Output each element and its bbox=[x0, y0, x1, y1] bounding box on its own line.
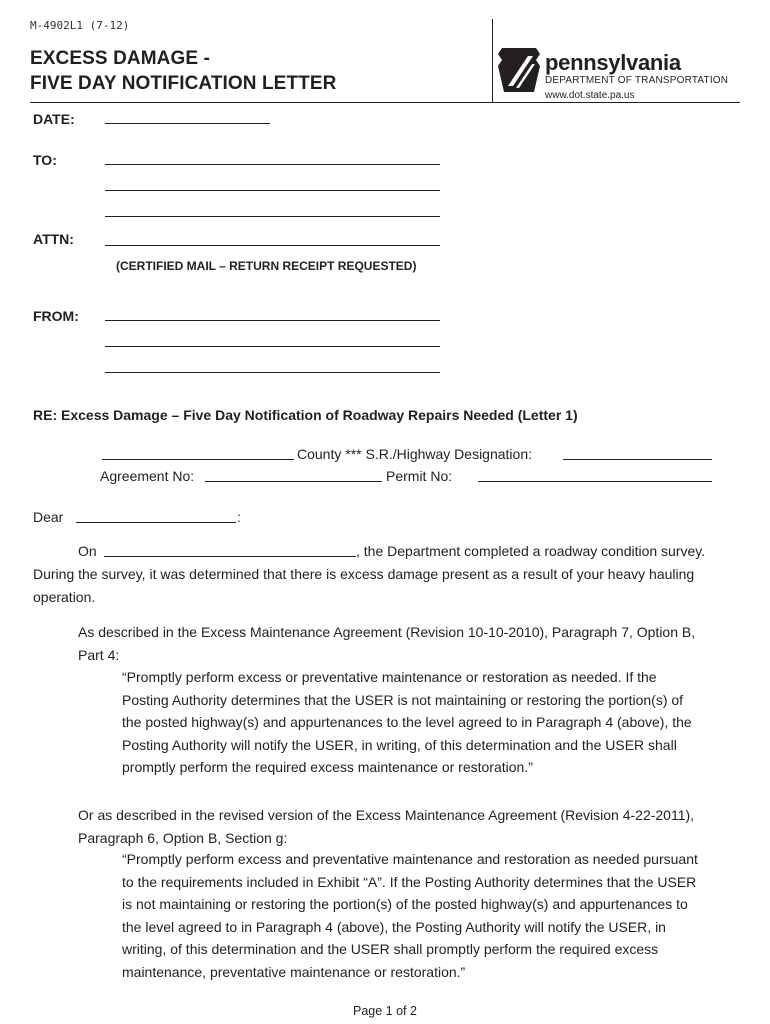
paragraph-3-line: Paragraph 6, Option B, Section g: bbox=[78, 829, 288, 846]
paragraph-1-line-2: During the survey, it was determined that there is excess damage present as a result of your heavy hauling bbox=[33, 566, 695, 582]
salutation-field[interactable] bbox=[76, 522, 236, 523]
quote-1-line: Posting Authority will notify the USER, in writing, of this determination and the USER shall bbox=[122, 736, 677, 753]
to-field-line-3[interactable] bbox=[105, 216, 440, 217]
salutation-label: Dear bbox=[33, 509, 64, 525]
from-field-line-3[interactable] bbox=[105, 372, 440, 373]
agreement-field[interactable] bbox=[205, 481, 382, 482]
agreement-label: Agreement No: bbox=[100, 468, 195, 484]
page-number: Page 1 of 2 bbox=[353, 1004, 417, 1018]
document-title-line-2: FIVE DAY NOTIFICATION LETTER bbox=[30, 73, 337, 94]
quote-2-line: maintenance, preventative maintenance or restoration.” bbox=[122, 963, 466, 980]
quote-1 bbox=[122, 666, 692, 779]
form-number: M-4902L1 (7-12) bbox=[30, 19, 130, 32]
agency-name: pennsylvania bbox=[545, 50, 681, 75]
paragraph-1-line-1: , the Department completed a roadway condition survey. bbox=[356, 543, 706, 559]
salutation-colon: : bbox=[237, 509, 241, 525]
header-divider-vertical bbox=[492, 19, 493, 103]
quote-2-line: to the requirements included in Exhibit “A”. If the Posting Authority determines that the USER bbox=[122, 873, 697, 890]
quote-1-line: Posting Authority determines that the USER is not maintaining or restoring the portion(s) of bbox=[122, 691, 684, 708]
paragraph-2-line: Part 4: bbox=[78, 646, 120, 663]
quote-2 bbox=[122, 848, 698, 983]
survey-date-field[interactable] bbox=[104, 556, 356, 557]
to-field-line-2[interactable] bbox=[105, 190, 440, 191]
from-field-line-2[interactable] bbox=[105, 346, 440, 347]
certified-mail-note: (CERTIFIED MAIL – RETURN RECEIPT REQUESTED) bbox=[116, 259, 417, 273]
agency-department: DEPARTMENT OF TRANSPORTATION bbox=[545, 75, 729, 86]
date-field[interactable] bbox=[105, 123, 270, 124]
agency-url: www.dot.state.pa.us bbox=[545, 90, 635, 101]
paragraph-2 bbox=[78, 621, 695, 666]
quote-1-line: promptly perform the required excess maintenance or restoration.” bbox=[122, 759, 533, 775]
quote-2-line: writing, of this determination and the USER shall promptly perform the required excess bbox=[122, 941, 659, 957]
quote-1-line: the posted highway(s) and appurtenances to the level agreed to in Paragraph 4 (above), the bbox=[122, 714, 692, 730]
paragraph-3 bbox=[78, 804, 694, 849]
quote-1-line: “Promptly perform excess or preventative maintenance or restoration as needed. If the bbox=[122, 669, 657, 685]
county-field[interactable] bbox=[102, 459, 294, 460]
county-label: County *** S.R./Highway Designation: bbox=[297, 446, 533, 462]
subject-line: RE: Excess Damage – Five Day Notification of Roadway Repairs Needed (Letter 1) bbox=[33, 407, 578, 423]
header-divider-right bbox=[492, 102, 740, 103]
permit-label: Permit No: bbox=[386, 468, 453, 484]
on-label: On bbox=[78, 543, 97, 559]
attn-label: ATTN: bbox=[33, 231, 74, 247]
date-label: DATE: bbox=[33, 111, 75, 127]
document-title-line-1: EXCESS DAMAGE - bbox=[30, 48, 210, 69]
header-divider-left bbox=[30, 102, 493, 103]
quote-2-line: “Promptly perform excess and preventative maintenance and restoration as needed pursuant bbox=[122, 851, 698, 867]
quote-2-line: the level agreed to in Paragraph 4 (above), the Posting Authority will notify the USER, in bbox=[122, 918, 666, 935]
paragraph-3-line: Or as described in the revised version of the Excess Maintenance Agreement (Revision 4-22-2011), bbox=[78, 807, 695, 823]
highway-designation-field[interactable] bbox=[563, 459, 712, 460]
to-field-line-1[interactable] bbox=[105, 164, 440, 165]
paragraph-1-line-3: operation. bbox=[33, 589, 96, 605]
keystone-logo-icon bbox=[498, 48, 540, 92]
attn-field[interactable] bbox=[105, 245, 440, 246]
to-label: TO: bbox=[33, 152, 57, 168]
from-label: FROM: bbox=[33, 308, 79, 324]
from-field-line-1[interactable] bbox=[105, 320, 440, 321]
quote-2-line: is not maintaining or restoring the portion(s) of the posted highway(s) and appurtenances to bbox=[122, 896, 688, 912]
paragraph-2-line: As described in the Excess Maintenance Agreement (Revision 10-10-2010), Paragraph 7, Option B, bbox=[78, 624, 696, 640]
permit-field[interactable] bbox=[478, 481, 712, 482]
